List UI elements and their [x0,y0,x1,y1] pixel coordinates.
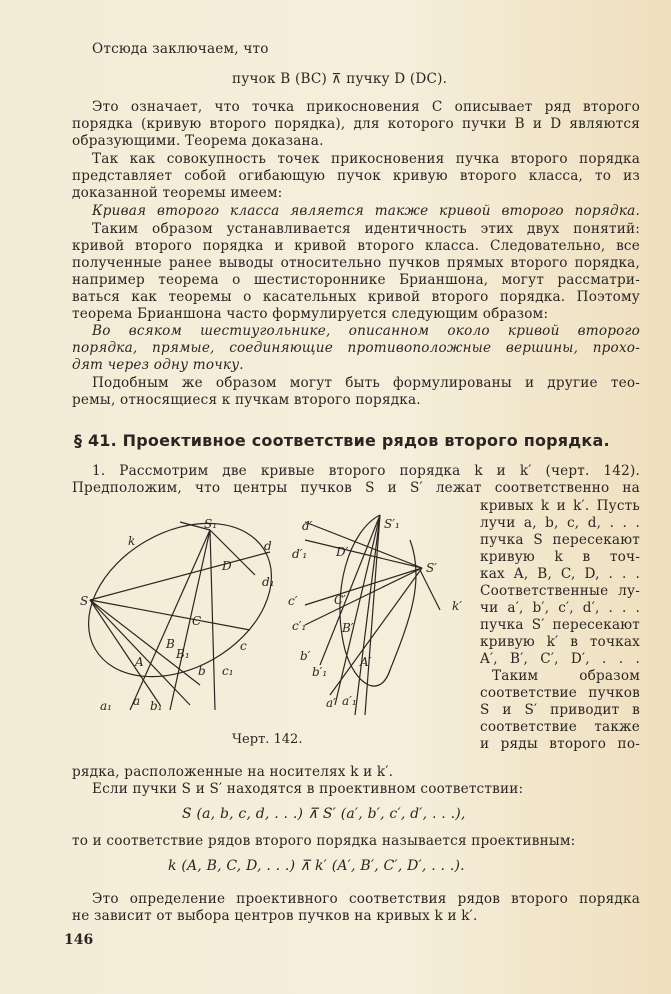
text-line: теорема Брианшона часто формулируется следующим образом: [72,306,549,322]
side-line: пучка S пересекают [480,532,640,548]
side-line: ках A, B, C, D, . . . [480,566,640,582]
text-line: рядка, расположенные на носителях k и k′. [72,764,394,780]
fig-label: c′ [288,594,298,608]
fig-label: A [135,655,144,669]
text-line: порядка (кривую второго порядка), для которого пучки B и D являются [72,116,640,132]
page-number: 146 [64,932,94,948]
side-line: чи a′, b′, c′, d′, . . . [480,600,640,616]
side-line: Таким образом [492,668,640,684]
italic-line: дят через одну точку. [72,357,244,373]
text-line: Подобным же образом могут быть формулированы и другие тео- [92,375,640,391]
side-line: соответствие также [480,719,640,735]
text-line: 1. Рассмотрим две кривые второго порядка k и k′ (черт. 142). [92,463,640,479]
fig-label: b′₁ [312,665,328,679]
side-line: кривых k и k′. Пусть [480,498,640,514]
side-line: кривую k в точ- [480,549,640,565]
fig-label: b₁ [150,699,163,713]
italic-line: порядка, прямые, соединяющие противоположные вершины, прохо- [72,340,640,356]
text-line: Это определение проективного соответствия рядов второго порядка [92,891,640,907]
side-line: Соответственные лу- [480,583,640,599]
text-line: Если пучки S и S′ находятся в проективном соответствии: [92,781,524,797]
fig-label: C′ [334,593,346,607]
text-line: кривой второго порядка и кривой второго класса. Следовательно, все [72,238,640,254]
fig-label: B [166,637,175,651]
fig-label: k [128,534,136,548]
text-line: образующими. Теорема доказана. [72,133,324,149]
fig-label: B₁ [176,647,190,661]
fig-label: c [240,639,247,653]
fig-label: d [264,539,272,553]
formula-line: пучок B (BC) ⊼ пучку D (DC). [232,71,448,87]
fig-label: a₁ [100,699,112,713]
text-line: Таким образом устанавливается идентичность этих двух понятий: [92,221,640,237]
text-line: Отсюда заключаем, что [92,41,269,57]
text-line: представляет собой огибающую пучок кривую второго класса, то из [72,168,640,184]
side-line: и ряды второго по- [480,736,640,752]
italic-line: Кривая второго класса является также кривой второго порядка. [92,203,640,219]
side-line: S и S′ приводит в [480,702,640,718]
figure-142 [80,500,480,730]
fig-label: a′₁ [342,694,357,708]
section-heading: § 41. Проективное соответствие рядов второго порядка. [74,431,610,450]
text-line: Предположим, что центры пучков S и S′ лежат соответственно на [72,480,640,496]
fig-label: c₁ [222,664,234,678]
fig-label: S′ [426,561,437,575]
text-line: Это означает, что точка прикосновения C описывает ряд второго [92,99,640,115]
side-line: кривую k′ в точках [480,634,640,650]
formula-line: S (a, b, c, d, . . .) ⊼ S′ (a′, b′, c′, d′, . . .), [182,806,466,822]
fig-label: b [198,664,206,678]
fig-label: D [222,559,232,573]
fig-label: C [192,614,202,628]
fig-label: d′ [302,519,313,533]
text-line: Так как совокупность точек прикосновения пучка второго порядка [92,151,640,167]
formula-line: k (A, B, C, D, . . .) ⊼ k′ (A′, B′, C′, D′, . . .). [168,858,465,874]
text-line: например теорема о шестистороннике Брианшона, могут рассматри- [72,272,640,288]
text-line: то и соответствие рядов второго порядка называется проективным: [72,833,576,849]
fig-label: A′ [360,655,372,669]
fig-label: B′ [342,621,354,635]
text-line: ремы, относящиеся к пучкам второго порядка. [72,392,421,408]
italic-line: Во всяком шестиугольнике, описанном около кривой второго [92,323,640,339]
fig-label: k′ [452,599,462,613]
side-line: A′, B′, C′, D′, . . . [480,651,640,667]
text-line: ваться как теоремы о касательных кривой второго порядка. Поэтому [72,289,640,305]
fig-label: a′ [326,696,336,710]
side-line: пучка S′ пересекают [480,617,640,633]
text-line: доказанной теоремы имеем: [72,185,283,201]
fig-label: a [133,694,141,708]
side-line: лучи a, b, c, d, . . . [480,515,640,531]
fig-label: b′ [300,649,311,663]
figure-caption: Черт. 142. [232,732,303,747]
fig-label: S₁ [204,517,218,531]
fig-label: S′₁ [384,517,400,531]
fig-label: S [80,594,89,608]
text-line: полученные ранее выводы относительно пучков прямых второго порядка, [72,255,640,271]
fig-label: d₁ [262,575,275,589]
fig-label: d′₁ [292,547,308,561]
fig-label: c′₁ [292,619,307,633]
fig-label: D′ [336,545,349,559]
text-line: не зависит от выбора центров пучков на кривых k и k′. [72,908,478,924]
side-line: соответствие пучков [480,685,640,701]
